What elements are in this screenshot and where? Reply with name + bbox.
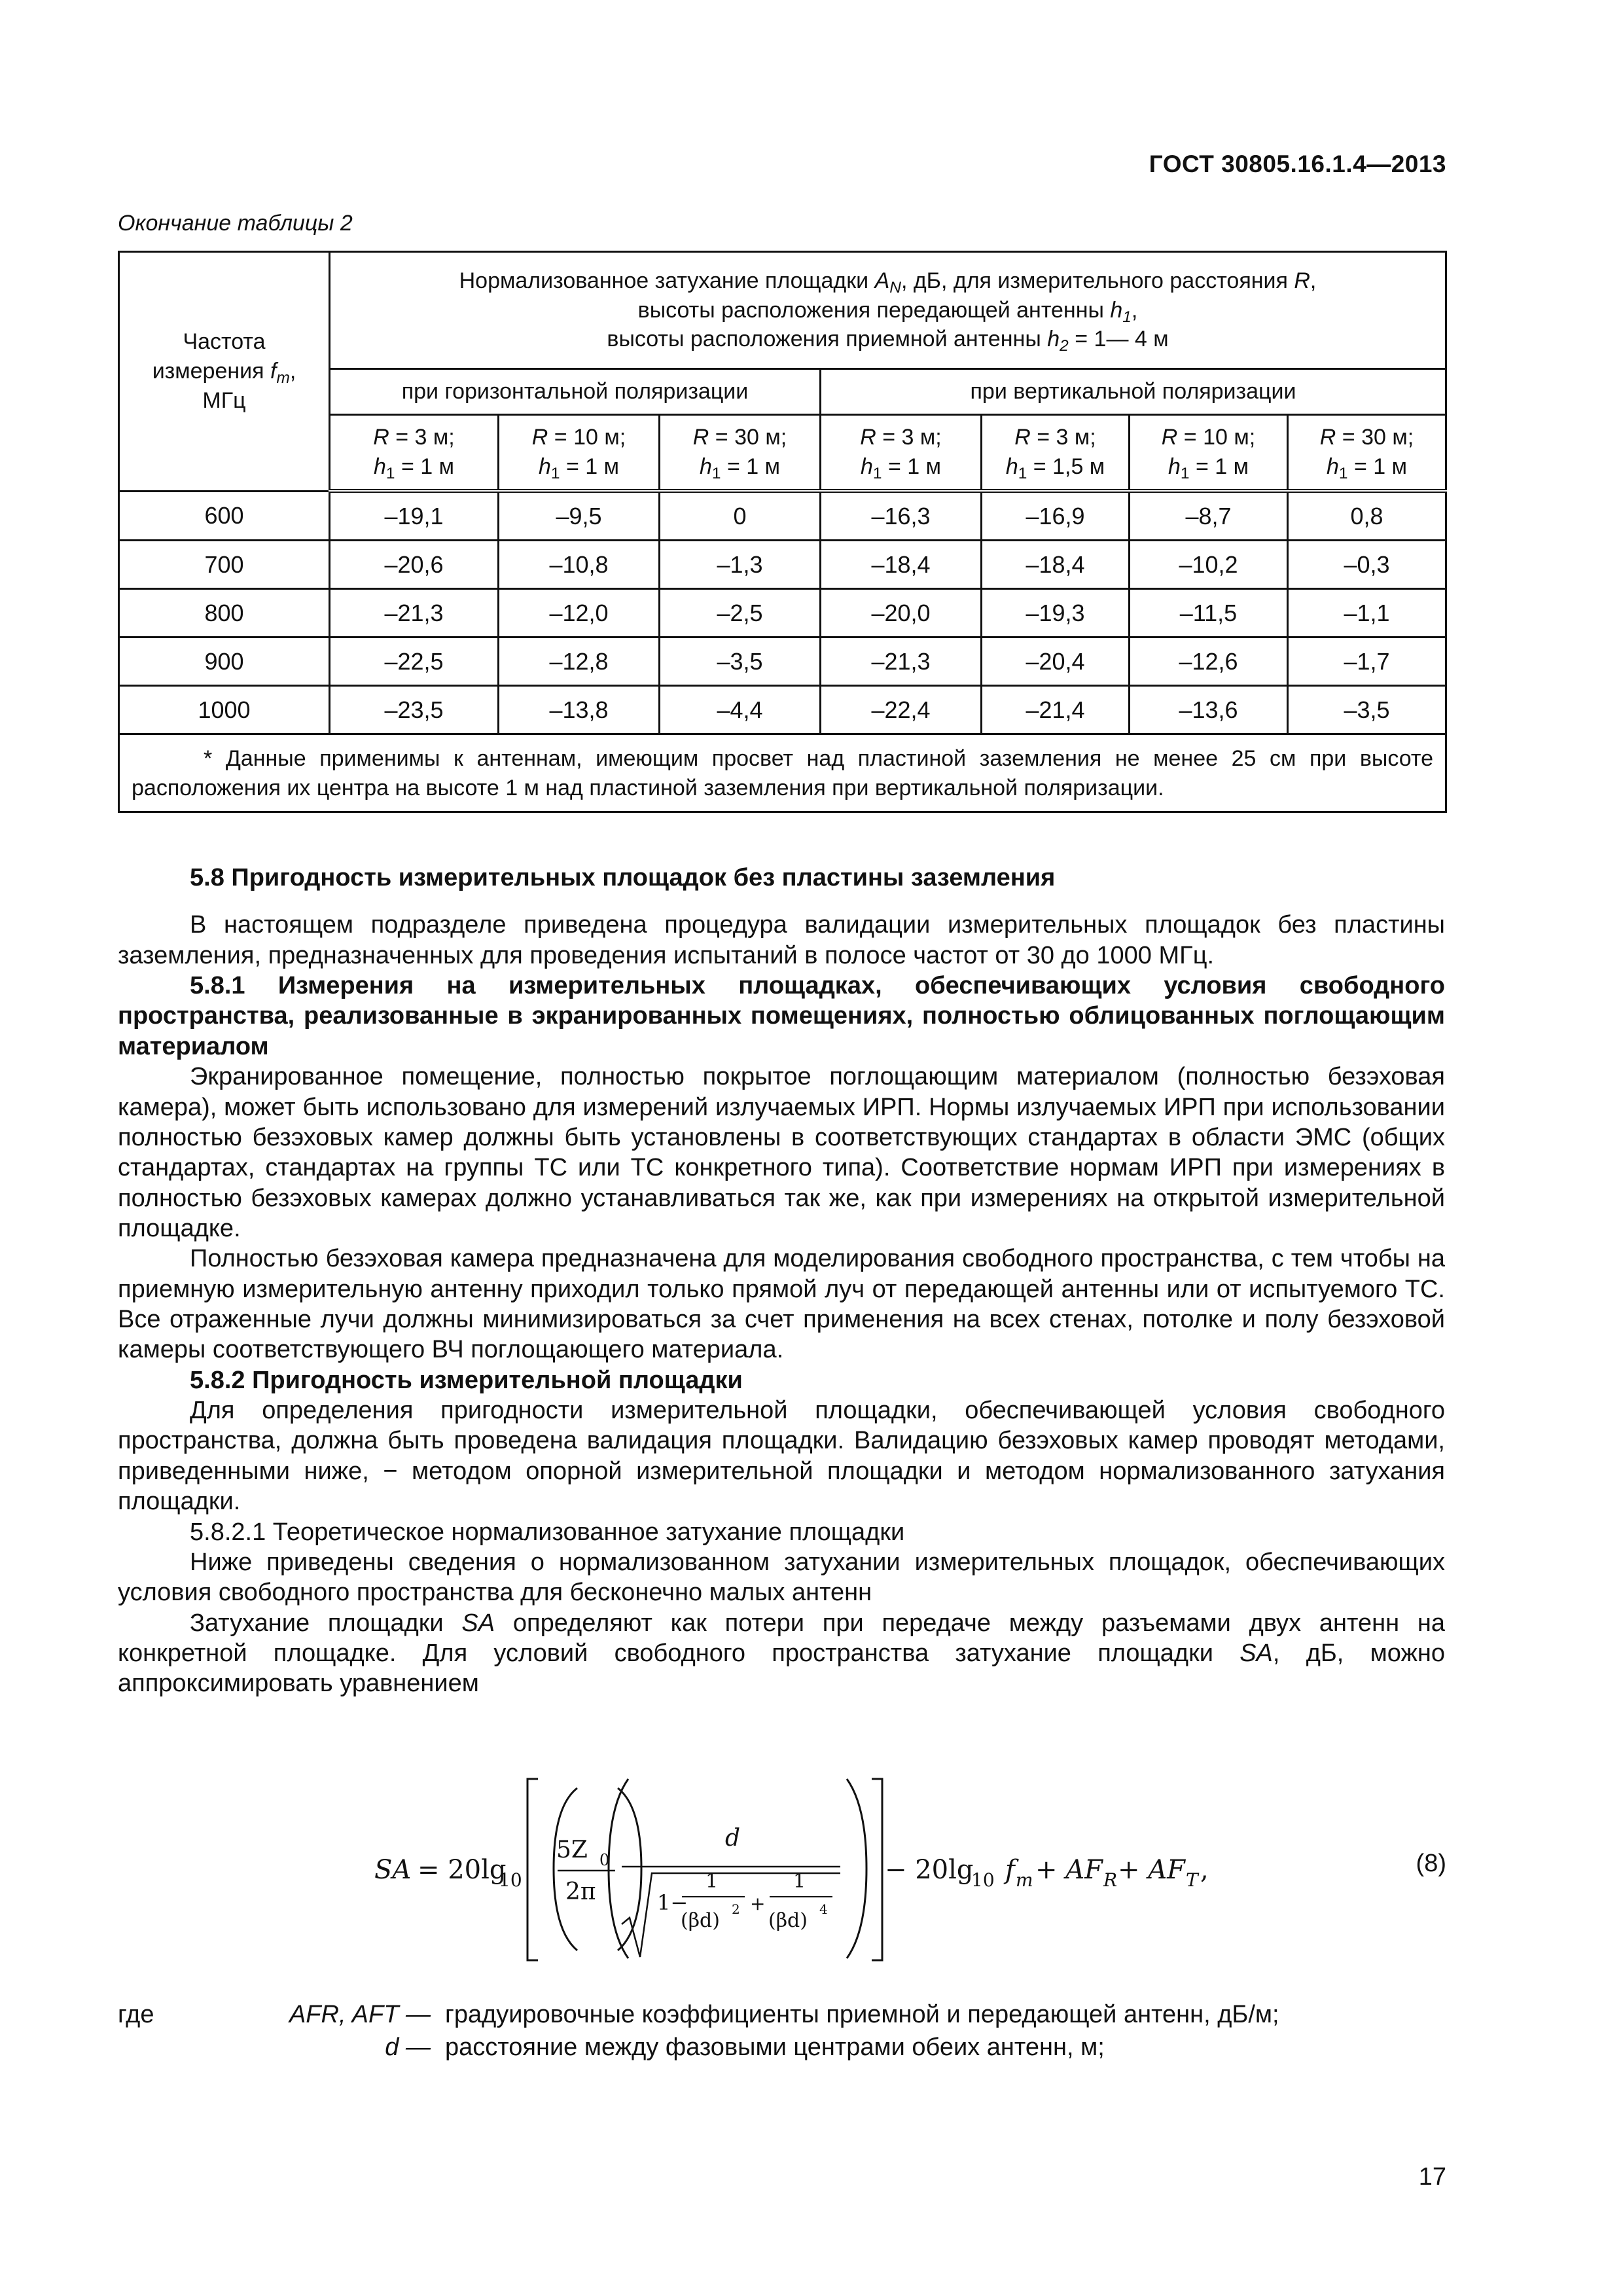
an-symbol: $A_N$ bbox=[874, 268, 901, 296]
value-cell: –18,4 bbox=[821, 541, 982, 589]
frequency-cell: 600 bbox=[119, 491, 330, 541]
svg-text:1−: 1− bbox=[657, 1890, 688, 1915]
frequency-cell: 800 bbox=[119, 589, 330, 637]
svg-text:0: 0 bbox=[599, 1851, 610, 1869]
subsection-heading: 5.8.2.1 Теоретическое нормализованное затухание площадки bbox=[190, 1518, 905, 1546]
column-header: R = 30 м; $h_1 = 1$ м bbox=[1288, 415, 1446, 492]
paragraph: Экранированное помещение, полностью покрытое поглощающим материалом (полностью безэховая камера), может быть использовано для измерений излучаемых ИРП. Нормы излучаемых ИРП при использовании полностью безэховых камер должны быть установлены в соответствующих стандартах в области ЭМС (общих стандартах, стандартах на группы ТС или ТС конкретного типа). Соответствие нормам ИРП при измерениях в полностью безэховых камерах должно устанавливаться так же, как при измерениях на открытой измерительной площадке. bbox=[118, 1063, 1445, 1242]
value-cell: –13,6 bbox=[1130, 686, 1288, 734]
svg-text:4: 4 bbox=[819, 1901, 828, 1917]
value-cell: –1,7 bbox=[1288, 637, 1446, 686]
value-cell: –21,3 bbox=[821, 637, 982, 686]
table-caption: Окончание таблицы 2 bbox=[118, 211, 353, 236]
value-cell: –4,4 bbox=[660, 686, 821, 734]
value-cell: –20,6 bbox=[330, 541, 499, 589]
value-cell: –1,3 bbox=[660, 541, 821, 589]
value-cell: –10,2 bbox=[1130, 541, 1288, 589]
svg-text:2: 2 bbox=[732, 1901, 740, 1917]
svg-text:+: + bbox=[750, 1893, 766, 1914]
section-heading: 5.8.1 Измерения на измерительных площадках, обеспечивающих условия свободного пространства, реализованные в экранированных помещениях, полностью облицованных поглощающим материалом bbox=[118, 972, 1445, 1060]
frequency-cell: 1000 bbox=[119, 686, 330, 734]
value-cell: –1,1 bbox=[1288, 589, 1446, 637]
value-cell: –12,8 bbox=[499, 637, 660, 686]
svg-text:1: 1 bbox=[705, 1870, 719, 1893]
symbol-definitions bbox=[118, 2000, 1445, 2065]
svg-text:d: d bbox=[725, 1825, 741, 1852]
h1-symbol: $h_1$ bbox=[1110, 297, 1132, 326]
paragraph: Полностью безэховая камера предназначена для моделирования свободного пространства, с тем чтобы на приемную измерительную антенну приходил только прямой луч от передающей антенны или от испытуемого ТС. Все отраженные лучи должны минимизироваться за счет применения на всех стенах, потолке и полу безэховой камеры соответствующего ВЧ поглощающего материала. bbox=[118, 1245, 1445, 1364]
value-cell: –16,3 bbox=[821, 491, 982, 541]
coefficient-fraction bbox=[556, 1837, 615, 1905]
svg-text:5Z: 5Z bbox=[556, 1837, 588, 1863]
definition-text: расстояние между фазовыми центрами обеих антенн, м; bbox=[445, 2034, 1105, 2061]
eq-log-base: 10 bbox=[499, 1869, 522, 1891]
r-symbol: R bbox=[1294, 268, 1310, 293]
svg-text:− 20lg: − 20lg bbox=[885, 1855, 974, 1885]
column-header: R = 3 м; $h_1 = 1$ м bbox=[330, 415, 499, 492]
svg-text:10: 10 bbox=[971, 1869, 995, 1891]
fm-symbol: $f_m$ bbox=[270, 358, 290, 387]
value-cell: –3,5 bbox=[660, 637, 821, 686]
equation-number: (8) bbox=[1416, 1850, 1446, 1877]
value-cell: 0,8 bbox=[1288, 491, 1446, 541]
equation-tail bbox=[885, 1855, 1209, 1891]
frequency-cell: 700 bbox=[119, 541, 330, 589]
page-number: 17 bbox=[1418, 2163, 1446, 2191]
value-cell: –20,0 bbox=[821, 589, 982, 637]
definition-term: AFR, AFT — bbox=[289, 2001, 431, 2028]
svg-text:+ AF: + AF bbox=[1035, 1855, 1103, 1885]
value-cell: 0 bbox=[660, 491, 821, 541]
svg-text:,: , bbox=[1200, 1855, 1209, 1885]
horizontal-polarization-header: при горизонтальной поляризации bbox=[330, 369, 821, 415]
value-cell: –16,9 bbox=[982, 491, 1130, 541]
value-cell: –12,6 bbox=[1130, 637, 1288, 686]
attenuation-group-header: Нормализованное затухание площадки $A_N$, дБ, для измерительного расстояния R, высоты расположения передающей антенны $h_1$, высоты расположения приемной антенны $h_2$ = 1— 4 м bbox=[330, 252, 1446, 369]
svg-text:(βd): (βd) bbox=[681, 1909, 720, 1932]
where-lead: где bbox=[118, 2001, 154, 2028]
value-cell: –13,8 bbox=[499, 686, 660, 734]
svg-text:(βd): (βd) bbox=[768, 1909, 808, 1932]
svg-text:+ AF: + AF bbox=[1118, 1855, 1185, 1885]
section-heading: 5.8 Пригодность измерительных площадок без пластины заземления bbox=[190, 864, 1056, 891]
value-cell: –18,4 bbox=[982, 541, 1130, 589]
value-cell: –12,0 bbox=[499, 589, 660, 637]
value-cell: –22,5 bbox=[330, 637, 499, 686]
main-fraction bbox=[622, 1825, 840, 1957]
value-cell: –0,3 bbox=[1288, 541, 1446, 589]
svg-text:T: T bbox=[1186, 1869, 1198, 1891]
eq-sign: = 20lg bbox=[418, 1855, 507, 1885]
paragraph: Для определения пригодности измерительной площадки, обеспечивающей условия свободного пространства, должна быть проведена валидация площадки. Валидацию безэховых камер проводят методами, приведенными ниже, − методом опорной измерительной площадки и методом нормализованного затухания площадки. bbox=[118, 1397, 1445, 1516]
paragraph: В настоящем подразделе приведена процедура валидации измерительных площадок без пластины заземления, предназначенных для проведения испытаний в полосе частот от 30 до 1000 МГц. bbox=[118, 911, 1445, 969]
h2-symbol: $h_2$ bbox=[1047, 327, 1069, 355]
value-cell: –23,5 bbox=[330, 686, 499, 734]
outer-bracket bbox=[527, 1779, 882, 1960]
column-header: R = 30 м; $h_1 = 1$ м bbox=[660, 415, 821, 492]
column-header: R = 10 м; $h_1 = 1$ м bbox=[1130, 415, 1288, 492]
paragraph: Затухание площадки SA определяют как потери при передаче между разъемами двух антенн на конкретной площадке. Для условий свободного пространства затухание площадки SA, дБ, можно аппроксимировать уравнением bbox=[118, 1609, 1446, 1698]
definition-row bbox=[118, 2000, 1445, 2032]
value-cell: –2,5 bbox=[660, 589, 821, 637]
column-header: R = 3 м; $h_1 = 1,5$ м bbox=[982, 415, 1130, 492]
value-cell: –3,5 bbox=[1288, 686, 1446, 734]
value-cell: –9,5 bbox=[499, 491, 660, 541]
eq-lhs: SA bbox=[374, 1855, 412, 1885]
value-cell: –21,3 bbox=[330, 589, 499, 637]
value-cell: –22,4 bbox=[821, 686, 982, 734]
document-standard-header: ГОСТ 30805.16.1.4—2013 bbox=[1149, 151, 1446, 177]
table-footnote: * Данные применимы к антеннам, имеющим просвет над пластиной заземления не менее 25 см при высоте расположения их центра на высоте 1 м над пластиной заземления при вертикальной поляризации. bbox=[119, 734, 1446, 812]
frequency-cell: 900 bbox=[119, 637, 330, 686]
value-cell: –19,1 bbox=[330, 491, 499, 541]
value-cell: –8,7 bbox=[1130, 491, 1288, 541]
value-cell: –19,3 bbox=[982, 589, 1130, 637]
vertical-polarization-header: при вертикальной поляризации bbox=[821, 369, 1446, 415]
value-cell: –11,5 bbox=[1130, 589, 1288, 637]
svg-text:2π: 2π bbox=[565, 1878, 596, 1905]
section-heading: 5.8.2 Пригодность измерительной площадки bbox=[190, 1366, 743, 1394]
column-header: R = 3 м; $h_1 = 1$ м bbox=[821, 415, 982, 492]
paragraph: Ниже приведены сведения о нормализованном затухании измерительных площадок, обеспечивающих условия свободного пространства для бесконечно малых антенн bbox=[118, 1548, 1445, 1607]
definition-text: градуировочные коэффициенты приемной и передающей антенн, дБ/м; bbox=[445, 2001, 1279, 2028]
svg-text:1: 1 bbox=[793, 1870, 806, 1893]
value-cell: –20,4 bbox=[982, 637, 1130, 686]
definition-term: d — bbox=[385, 2034, 431, 2061]
frequency-column-header: Частота измерения $f_m$, МГц bbox=[119, 252, 330, 492]
svg-text:R: R bbox=[1103, 1869, 1118, 1891]
svg-text:f: f bbox=[1005, 1855, 1015, 1885]
value-cell: –10,8 bbox=[499, 541, 660, 589]
definition-row bbox=[118, 2032, 1445, 2065]
value-cell: –21,4 bbox=[982, 686, 1130, 734]
column-header: R = 10 м; $h_1 = 1$ м bbox=[499, 415, 660, 492]
svg-text:m: m bbox=[1016, 1869, 1033, 1891]
